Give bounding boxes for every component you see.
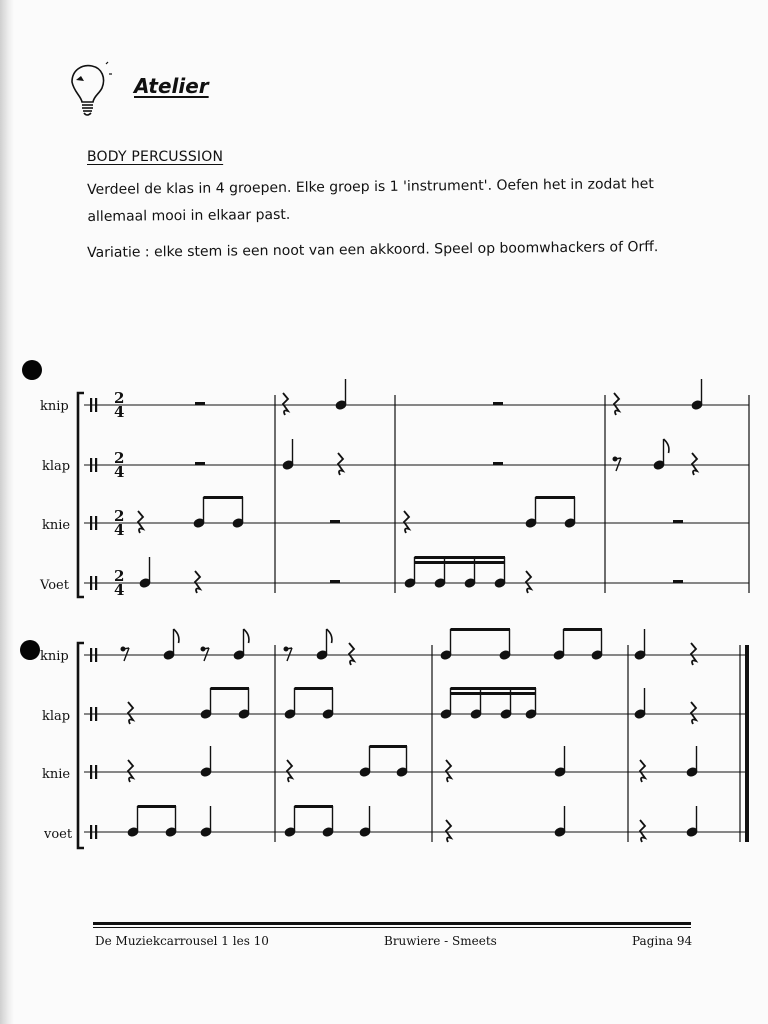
- note-beam: [451, 687, 537, 690]
- quarter-rest: [640, 820, 645, 842]
- staff-label-klap: klap: [42, 459, 71, 474]
- percussion-clef: [90, 648, 92, 662]
- percussion-clef: [90, 825, 92, 839]
- time-signature-top: 2: [114, 389, 125, 407]
- note-beam: [415, 561, 506, 564]
- quarter-rest: [128, 702, 133, 724]
- percussion-clef: [90, 576, 92, 590]
- time-signature-bottom: 4: [114, 403, 125, 421]
- percussion-clef: [95, 516, 97, 530]
- footer-page-number: Pagina 94: [632, 934, 693, 948]
- half-rest: [330, 580, 340, 583]
- section-heading: BODY PERCUSSION: [87, 149, 224, 165]
- percussion-clef: [90, 516, 92, 530]
- time-signature-top: 2: [114, 567, 125, 585]
- quarter-rest: [692, 453, 697, 475]
- half-rest: [195, 462, 205, 465]
- quarter-rest: [640, 760, 645, 782]
- note-beam: [370, 745, 408, 748]
- quarter-rest: [404, 511, 409, 533]
- system-bracket: [78, 393, 84, 597]
- note-beam: [295, 805, 334, 808]
- percussion-clef: [90, 765, 92, 779]
- note-beam: [451, 692, 537, 695]
- half-rest: [195, 402, 205, 405]
- quarter-rest: [128, 760, 133, 782]
- footer-rule: [93, 922, 691, 925]
- note-beam: [138, 805, 177, 808]
- half-rest: [673, 520, 683, 523]
- percussion-clef: [95, 576, 97, 590]
- quarter-rest: [283, 393, 288, 415]
- half-rest: [493, 402, 503, 405]
- staff-label-knie: knie: [42, 518, 71, 533]
- footer-authors: Bruwiere - Smeets: [384, 934, 497, 948]
- percussion-clef: [95, 707, 97, 721]
- half-rest: [673, 580, 683, 583]
- note-flag: [174, 629, 179, 643]
- quarter-rest: [349, 643, 354, 665]
- quarter-rest: [691, 702, 696, 724]
- quarter-rest: [526, 571, 531, 593]
- percussion-clef: [95, 825, 97, 839]
- note-beam: [295, 687, 334, 690]
- footer-rule: [93, 927, 691, 928]
- percussion-clef: [95, 398, 97, 412]
- percussion-clef: [90, 458, 92, 472]
- quarter-rest: [138, 511, 143, 533]
- quarter-rest: [446, 760, 451, 782]
- note-flag: [664, 439, 669, 453]
- instruction-paragraph: Verdeel de klas in 4 groepen. Elke groep is 1 'instrument'. Oefen het in zodat het allemaal mooi in elkaar past.: [87, 176, 654, 225]
- staff-label-voet: voet: [44, 827, 73, 842]
- note-flag: [327, 629, 332, 643]
- final-barline-thick: [745, 645, 749, 842]
- variation-paragraph: Variatie : elke stem is een noot van een akkoord. Speel op boomwhackers of Orff.: [87, 239, 659, 261]
- note-beam: [415, 556, 506, 559]
- note-beam: [204, 496, 244, 499]
- note-beam: [211, 687, 250, 690]
- staff-label-knip: knip: [40, 399, 69, 414]
- note-flag: [244, 629, 249, 643]
- percussion-clef: [95, 765, 97, 779]
- quarter-rest: [195, 571, 200, 593]
- staff-label-knie: knie: [42, 767, 71, 782]
- time-signature-bottom: 4: [114, 463, 125, 481]
- percussion-clef: [95, 648, 97, 662]
- quarter-rest: [691, 643, 696, 665]
- staff-label-klap: klap: [42, 709, 71, 724]
- footer-book-title: De Muziekcarrousel 1 les 10: [95, 934, 269, 948]
- time-signature-top: 2: [114, 507, 125, 525]
- quarter-rest: [338, 453, 343, 475]
- percussion-clef: [90, 707, 92, 721]
- quarter-rest: [446, 820, 451, 842]
- staff-label-knip: knip: [40, 649, 69, 664]
- quarter-rest: [614, 393, 619, 415]
- note-beam: [536, 496, 576, 499]
- staff-label-voet: Voet: [40, 578, 69, 593]
- half-rest: [330, 520, 340, 523]
- quarter-rest: [287, 760, 292, 782]
- system-bracket: [78, 643, 84, 848]
- time-signature-bottom: 4: [114, 521, 125, 539]
- time-signature-top: 2: [114, 449, 125, 467]
- percussion-clef: [95, 458, 97, 472]
- time-signature-bottom: 4: [114, 581, 125, 599]
- note-beam: [451, 628, 511, 631]
- note-beam: [564, 628, 603, 631]
- percussion-clef: [90, 398, 92, 412]
- page-title: Atelier: [134, 74, 209, 98]
- half-rest: [493, 462, 503, 465]
